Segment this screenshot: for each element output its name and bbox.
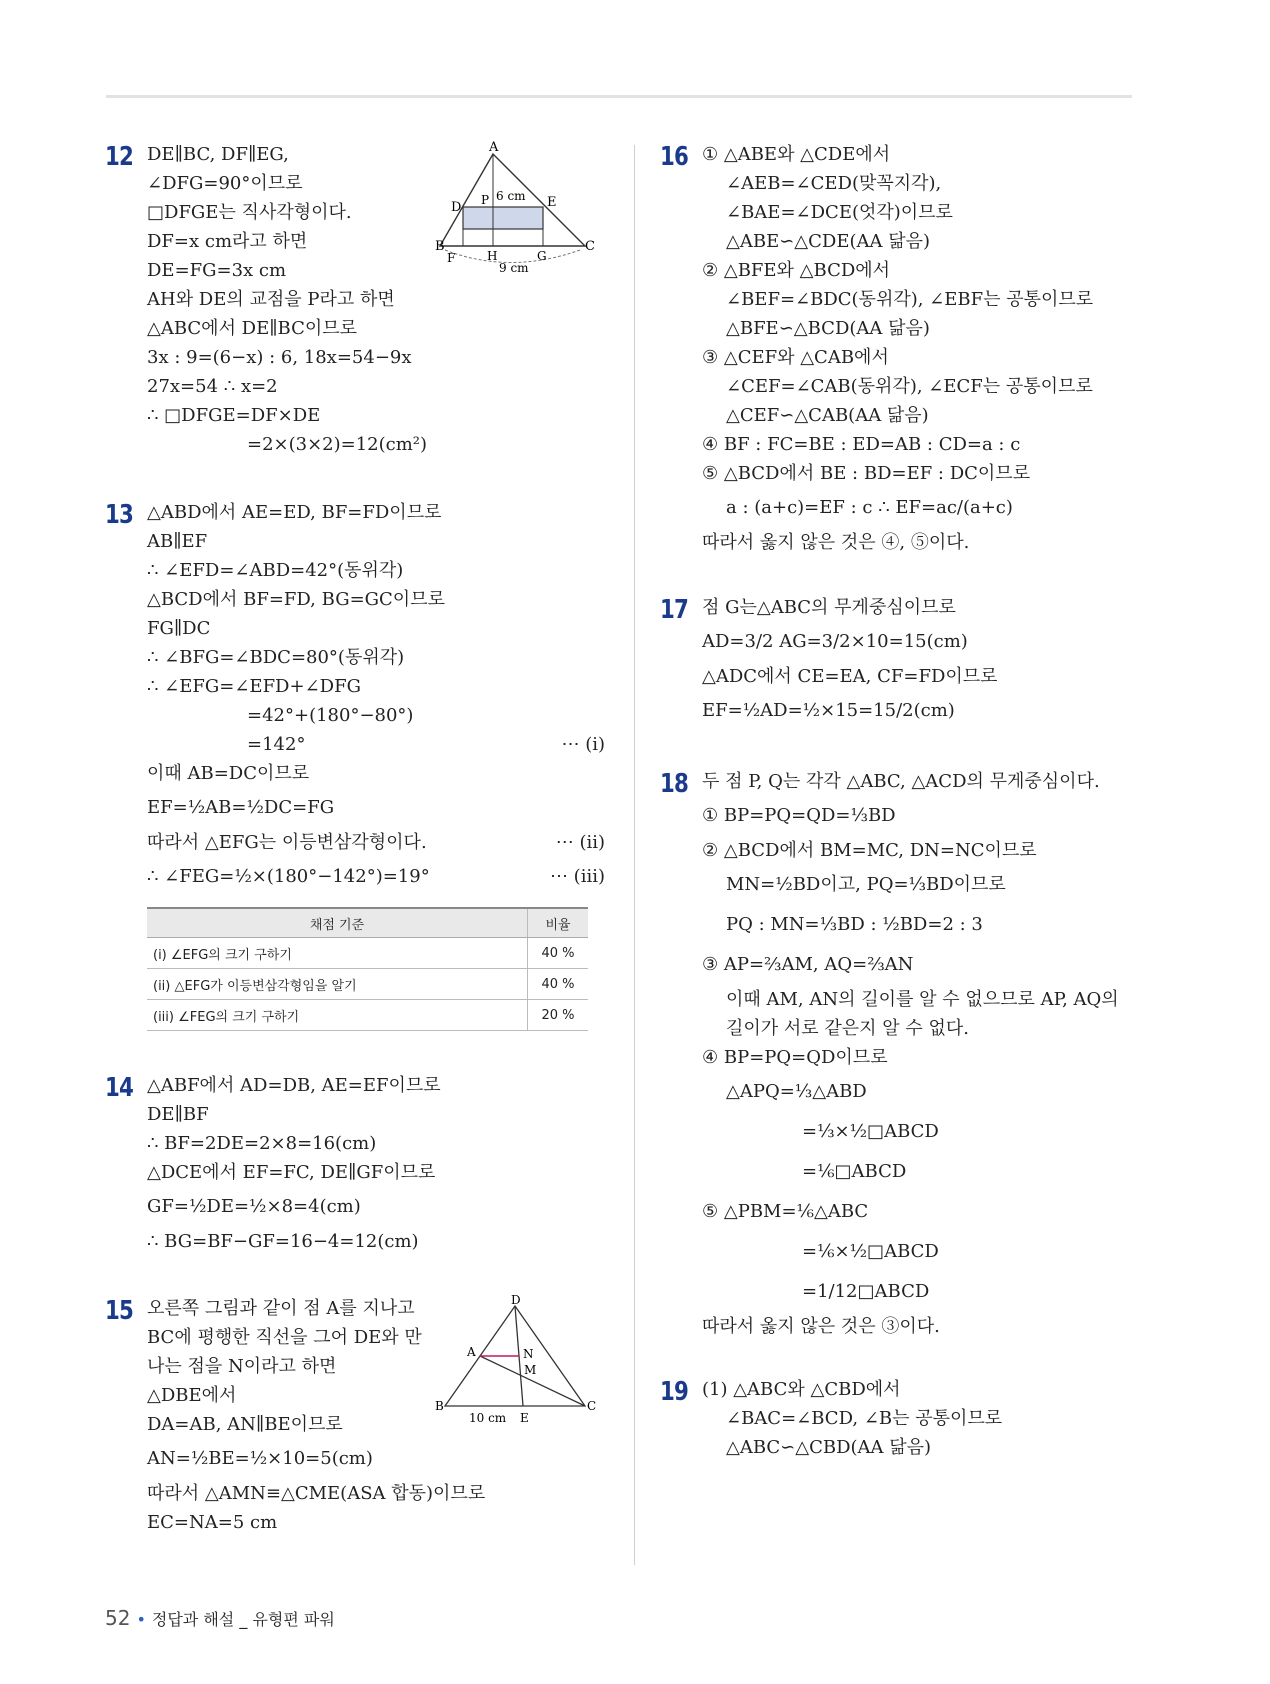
label-N: N — [523, 1347, 534, 1361]
line: ∠AEB=∠CED(맞꼭지각), — [726, 173, 942, 194]
line: ∴ ∠BFG=∠BDC=80°(동위각) — [147, 647, 405, 668]
grading-table — [147, 907, 588, 1031]
line: (1) △ABC와 △CBD에서 — [702, 1379, 901, 1400]
line: 따라서 △EFG는 이등변삼각형이다. ⋯ (ii) — [147, 828, 605, 857]
problem-number: 14 — [105, 1073, 134, 1103]
line: ⑤ △BCD에서 BE : BD=EF : DC이므로 — [702, 463, 1031, 484]
triangle-figure-15 — [435, 1294, 595, 1429]
line: DF=x cm라고 하면 — [147, 231, 308, 252]
mark-ii: ⋯ (ii) — [555, 832, 605, 853]
line: =⅙×½□ABCD — [802, 1241, 939, 1262]
problem-number: 15 — [105, 1296, 134, 1326]
line: △ABC에서 DE∥BC이므로 — [147, 318, 358, 339]
line: ∠BEF=∠BDC(동위각), ∠EBF는 공통이므로 — [726, 289, 1094, 310]
line: 따라서 △AMN≡△CME(ASA 합동)이므로 — [147, 1483, 486, 1504]
triangle-figure-12 — [435, 140, 595, 275]
label-P: P — [481, 193, 490, 207]
line: △DBE에서 — [147, 1385, 237, 1406]
line: 두 점 P, Q는 각각 △ABC, △ACD의 무게중심이다. — [702, 771, 1100, 792]
top-rule — [106, 95, 1132, 98]
line: ∴ □DFGE=DF×DE — [147, 405, 321, 426]
line: ∴ ∠EFD=∠ABD=42°(동위각) — [147, 560, 404, 581]
line: AH와 DE의 교점을 P라고 하면 — [147, 289, 395, 310]
line: 이때 AM, AN의 길이를 알 수 없으므로 AP, AQ의 — [726, 989, 1119, 1010]
problem-13 — [105, 498, 605, 1031]
line: 점 G는△ABC의 무게중심이므로 — [702, 597, 956, 618]
bullet-icon: • — [136, 1610, 146, 1629]
line: △ADC에서 CE=EA, CF=FD이므로 — [702, 666, 998, 687]
line: 나는 점을 N이라고 하면 — [147, 1356, 337, 1377]
problem-18 — [660, 767, 1160, 1341]
label-M: M — [524, 1363, 537, 1377]
line: DE∥BC, DF∥EG, — [147, 144, 289, 165]
label-C: C — [587, 1399, 597, 1413]
line: 이때 AB=DC이므로 — [147, 763, 310, 784]
line: ② △BCD에서 BM=MC, DN=NC이므로 — [702, 840, 1037, 861]
label-B: B — [435, 1399, 444, 1413]
line: □DFGE는 직사각형이다. — [147, 202, 352, 223]
right-column — [660, 140, 1160, 1462]
line: △DCE에서 EF=FC, DE∥GF이므로 — [147, 1162, 436, 1183]
label-A: A — [489, 140, 499, 155]
line: 따라서 옳지 않은 것은 ③이다. — [702, 1316, 940, 1337]
label-height: 6 cm — [496, 189, 526, 203]
line: =⅓×½□ABCD — [802, 1121, 939, 1142]
line: AD=3/2 AG=3/2×10=15(cm) — [702, 631, 968, 652]
line: AB∥EF — [147, 531, 208, 552]
label-base: 9 cm — [499, 261, 529, 275]
line: DE∥BF — [147, 1104, 209, 1125]
problem-number: 17 — [660, 595, 689, 625]
line: PQ : MN=⅓BD : ½BD=2 : 3 — [726, 914, 983, 935]
label-E: E — [520, 1411, 529, 1425]
line: =1/12□ABCD — [802, 1281, 930, 1302]
line: BC에 평행한 직선을 그어 DE와 만 — [147, 1327, 422, 1348]
line: △ABD에서 AE=ED, BF=FD이므로 — [147, 502, 442, 523]
label-base: 10 cm — [469, 1411, 507, 1425]
label-C: C — [585, 239, 595, 254]
line: ① BP=PQ=QD=⅓BD — [702, 805, 896, 826]
line: MN=½BD이고, PQ=⅓BD이므로 — [726, 874, 1006, 895]
problem-number: 18 — [660, 769, 689, 799]
line: ∴ BF=2DE=2×8=16(cm) — [147, 1133, 377, 1154]
line: 길이가 서로 같은지 알 수 없다. — [726, 1018, 969, 1039]
line: DA=AB, AN∥BE이므로 — [147, 1414, 343, 1435]
problem-15 — [105, 1294, 605, 1537]
page-footer — [105, 1606, 335, 1630]
line: 3x : 9=(6−x) : 6, 18x=54−9x — [147, 347, 412, 368]
line: ∴ ∠FEG=½×(180°−142°)=19° ⋯ (iii) — [147, 857, 605, 897]
line: ∠BAC=∠BCD, ∠B는 공통이므로 — [726, 1408, 1003, 1429]
column-divider — [634, 145, 635, 1565]
line: ⑤ △PBM=⅙△ABC — [702, 1201, 869, 1222]
problem-number: 16 — [660, 142, 689, 172]
problem-19 — [660, 1375, 1160, 1462]
label-F: F — [447, 251, 456, 265]
line: △ABF에서 AD=DB, AE=EF이므로 — [147, 1075, 441, 1096]
line: ③ △CEF와 △CAB에서 — [702, 347, 889, 368]
label-D: D — [511, 1293, 521, 1307]
left-column — [105, 140, 605, 1537]
line: ∠BAE=∠DCE(엇각)이므로 — [726, 202, 953, 223]
problem-14 — [105, 1071, 605, 1256]
line: FG∥DC — [147, 618, 211, 639]
mark-iii: ⋯ (iii) — [549, 866, 605, 887]
line: ① △ABE와 △CDE에서 — [702, 144, 891, 165]
mark-i: ⋯ (i) — [561, 734, 605, 755]
line: EF=½AB=½DC=FG — [147, 797, 335, 818]
line: EC=NA=5 cm — [147, 1512, 278, 1533]
problem-number: 13 — [105, 500, 134, 530]
problem-16 — [660, 140, 1160, 557]
line: 오른쪽 그림과 같이 점 A를 지나고 — [147, 1298, 415, 1319]
problem-number: 12 — [105, 142, 134, 172]
line: =142° ⋯ (i) — [147, 730, 605, 759]
label-G: G — [537, 249, 547, 263]
label-E: E — [547, 195, 557, 210]
page-number: 52 — [105, 1606, 131, 1630]
line: =⅙□ABCD — [802, 1161, 907, 1182]
line: GF=½DE=½×8=4(cm) — [147, 1196, 361, 1217]
line: AN=½BE=½×10=5(cm) — [147, 1448, 373, 1469]
line: ③ AP=⅔AM, AQ=⅔AN — [702, 954, 914, 975]
footer-title: 정답과 해설 _ 유형편 파워 — [151, 1610, 335, 1629]
label-A: A — [467, 1345, 476, 1359]
line: △ABC∽△CBD(AA 닮음) — [726, 1437, 932, 1458]
line: △BCD에서 BF=FD, BG=GC이므로 — [147, 589, 445, 610]
problem-number: 19 — [660, 1377, 689, 1407]
line: ∴ BG=BF−GF=16−4=12(cm) — [147, 1231, 419, 1252]
label-D: D — [451, 200, 462, 215]
line: ④ BP=PQ=QD이므로 — [702, 1047, 888, 1068]
line: ∴ ∠EFG=∠EFD+∠DFG — [147, 676, 361, 697]
line: △BFE∽△BCD(AA 닮음) — [726, 318, 930, 339]
line: a : (a+c)=EF : c ∴ EF=ac/(a+c) — [726, 497, 1013, 518]
line: =2×(3×2)=12(cm²) — [247, 434, 428, 455]
line: ∠CEF=∠CAB(동위각), ∠ECF는 공통이므로 — [726, 376, 1093, 397]
table-row: (ii) △EFG가 이등변삼각형임을 알기 40 % — [147, 969, 588, 1000]
line: ∠DFG=90°이므로 — [147, 173, 303, 194]
line: 27x=54 ∴ x=2 — [147, 376, 278, 397]
table-row: (i) ∠EFG의 크기 구하기 40 % — [147, 938, 588, 969]
table-row: (iii) ∠FEG의 크기 구하기 20 % — [147, 1000, 588, 1031]
label-H: H — [487, 249, 498, 263]
table-header: 채점 기준 — [147, 908, 528, 938]
label-B: B — [435, 239, 445, 254]
line: EF=½AD=½×15=15/2(cm) — [702, 700, 955, 721]
line: DE=FG=3x cm — [147, 260, 287, 281]
line: 따라서 옳지 않은 것은 ④, ⑤이다. — [702, 532, 970, 553]
line: △ABE∽△CDE(AA 닮음) — [726, 231, 931, 252]
line: ④ BF : FC=BE : ED=AB : CD=a : c — [702, 434, 1021, 455]
problem-17 — [660, 593, 1160, 731]
line: =42°+(180°−80°) — [247, 705, 414, 726]
line: △APQ=⅓△ABD — [726, 1081, 867, 1102]
line: ② △BFE와 △BCD에서 — [702, 260, 891, 281]
problem-12 — [105, 140, 605, 458]
line: △CEF∽△CAB(AA 닮음) — [726, 405, 929, 426]
table-header: 비율 — [528, 908, 589, 938]
